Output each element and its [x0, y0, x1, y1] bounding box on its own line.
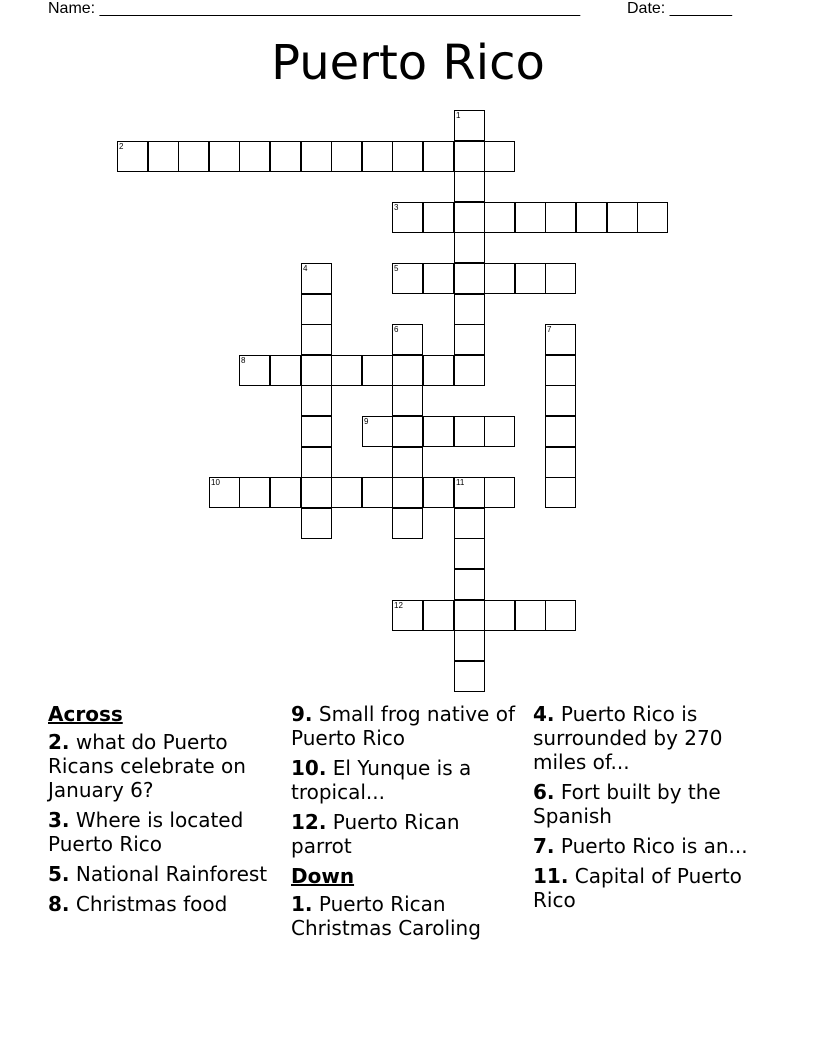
grid-cell[interactable] [117, 141, 148, 172]
grid-cell[interactable] [545, 416, 576, 447]
grid-cell[interactable] [454, 600, 485, 631]
clue-down-6: 6. Fort built by the Spanish [533, 780, 721, 828]
grid-cell[interactable] [392, 416, 423, 447]
grid-cell[interactable] [484, 141, 515, 172]
grid-cell[interactable] [454, 661, 485, 692]
grid-cell[interactable] [545, 447, 576, 478]
grid-cell[interactable] [454, 477, 485, 508]
grid-cell[interactable] [454, 110, 485, 141]
grid-cell[interactable] [545, 355, 576, 386]
grid-cell[interactable] [239, 477, 270, 508]
clue-number: 7 [547, 325, 552, 334]
grid-cell[interactable] [423, 263, 454, 294]
grid-cell[interactable] [454, 202, 485, 233]
grid-cell[interactable] [515, 202, 546, 233]
grid-cell[interactable] [301, 141, 332, 172]
grid-cell[interactable] [454, 294, 485, 325]
date-field-label[interactable]: Date: _______ [627, 0, 732, 17]
grid-cell[interactable] [484, 416, 515, 447]
grid-cell[interactable] [301, 294, 332, 325]
grid-cell[interactable] [270, 141, 301, 172]
grid-cell[interactable] [270, 477, 301, 508]
grid-cell[interactable] [545, 600, 576, 631]
clues-column-1 [48, 702, 280, 922]
grid-cell[interactable] [270, 355, 301, 386]
grid-cell[interactable] [392, 477, 423, 508]
clue-down-7: 7. Puerto Rico is an... [533, 834, 748, 858]
grid-cell[interactable] [454, 416, 485, 447]
clue-down-1: 1. Puerto Rican Christmas Caroling [291, 892, 481, 940]
grid-cell[interactable] [331, 355, 362, 386]
grid-cell[interactable] [454, 508, 485, 539]
clue-number: 12 [394, 601, 403, 610]
clues-column-2 [291, 702, 523, 946]
grid-cell[interactable] [392, 324, 423, 355]
grid-cell[interactable] [362, 477, 393, 508]
clues-column-3 [533, 702, 765, 918]
grid-cell[interactable] [423, 416, 454, 447]
grid-cell[interactable] [392, 141, 423, 172]
grid-cell[interactable] [423, 477, 454, 508]
grid-cell[interactable] [331, 141, 362, 172]
grid-cell[interactable] [331, 477, 362, 508]
clue-down-4: 4. Puerto Rico is surrounded by 270 miles of... [533, 702, 723, 774]
page-title: Puerto Rico [271, 35, 545, 91]
grid-cell[interactable] [301, 385, 332, 416]
grid-cell[interactable] [148, 141, 179, 172]
grid-cell[interactable] [301, 447, 332, 478]
grid-cell[interactable] [209, 141, 240, 172]
grid-cell[interactable] [484, 477, 515, 508]
grid-cell[interactable] [392, 355, 423, 386]
grid-cell[interactable] [545, 477, 576, 508]
grid-cell[interactable] [423, 355, 454, 386]
grid-cell[interactable] [301, 416, 332, 447]
grid-cell[interactable] [576, 202, 607, 233]
grid-cell[interactable] [423, 141, 454, 172]
grid-cell[interactable] [454, 232, 485, 263]
grid-cell[interactable] [392, 385, 423, 416]
clue-number: 8 [241, 356, 246, 365]
grid-cell[interactable] [392, 202, 423, 233]
clue-number: 11 [456, 478, 465, 487]
grid-cell[interactable] [484, 600, 515, 631]
clue-number: 3 [394, 203, 399, 212]
clue-across-10: 10. El Yunque is a tropical... [291, 756, 472, 804]
grid-cell[interactable] [392, 600, 423, 631]
clue-number: 9 [364, 417, 369, 426]
grid-cell[interactable] [362, 141, 393, 172]
grid-cell[interactable] [392, 263, 423, 294]
clue-number: 4 [303, 264, 308, 273]
clue-across-2: 2. what do Puerto Ricans celebrate on January 6? [48, 730, 246, 802]
clue-across-5: 5. National Rainforest [48, 862, 268, 886]
grid-cell[interactable] [362, 416, 393, 447]
clue-across-3: 3. Where is located Puerto Rico [48, 808, 244, 856]
grid-cell[interactable] [484, 263, 515, 294]
clue-across-8: 8. Christmas food [48, 892, 228, 916]
grid-cell[interactable] [515, 263, 546, 294]
grid-cell[interactable] [637, 202, 668, 233]
grid-cell[interactable] [301, 263, 332, 294]
grid-cell[interactable] [454, 263, 485, 294]
clue-down-11: 11. Capital of Puerto Rico [533, 864, 742, 912]
grid-cell[interactable] [239, 141, 270, 172]
grid-cell[interactable] [454, 324, 485, 355]
grid-cell[interactable] [301, 477, 332, 508]
grid-cell[interactable] [362, 355, 393, 386]
clue-across-12: 12. Puerto Rican parrot [291, 810, 460, 858]
grid-cell[interactable] [545, 385, 576, 416]
down-heading: Down [291, 864, 355, 888]
name-field-label[interactable]: Name: ______________________________________________________ [48, 0, 581, 17]
grid-cell[interactable] [301, 324, 332, 355]
grid-cell[interactable] [454, 171, 485, 202]
grid-cell[interactable] [239, 355, 270, 386]
grid-cell[interactable] [423, 202, 454, 233]
grid-cell[interactable] [454, 141, 485, 172]
grid-cell[interactable] [545, 263, 576, 294]
worksheet-header [0, 0, 816, 22]
clue-number: 1 [456, 111, 461, 120]
grid-cell[interactable] [515, 600, 546, 631]
clue-across-9: 9. Small frog native of Puerto Rico [291, 702, 515, 750]
grid-cell[interactable] [392, 447, 423, 478]
clue-number: 10 [211, 478, 220, 487]
grid-cell[interactable] [392, 508, 423, 539]
clue-number: 2 [119, 142, 124, 151]
grid-cell[interactable] [301, 355, 332, 386]
grid-cell[interactable] [484, 202, 515, 233]
grid-cell[interactable] [454, 355, 485, 386]
grid-cell[interactable] [454, 538, 485, 569]
grid-cell[interactable] [454, 569, 485, 600]
grid-cell[interactable] [545, 202, 576, 233]
grid-cell[interactable] [301, 508, 332, 539]
grid-cell[interactable] [178, 141, 209, 172]
grid-cell[interactable] [607, 202, 638, 233]
grid-cell[interactable] [545, 324, 576, 355]
across-heading: Across [48, 702, 123, 726]
clue-number: 6 [394, 325, 399, 334]
grid-cell[interactable] [423, 600, 454, 631]
grid-cell[interactable] [209, 477, 240, 508]
clue-number: 5 [394, 264, 399, 273]
grid-cell[interactable] [454, 630, 485, 661]
